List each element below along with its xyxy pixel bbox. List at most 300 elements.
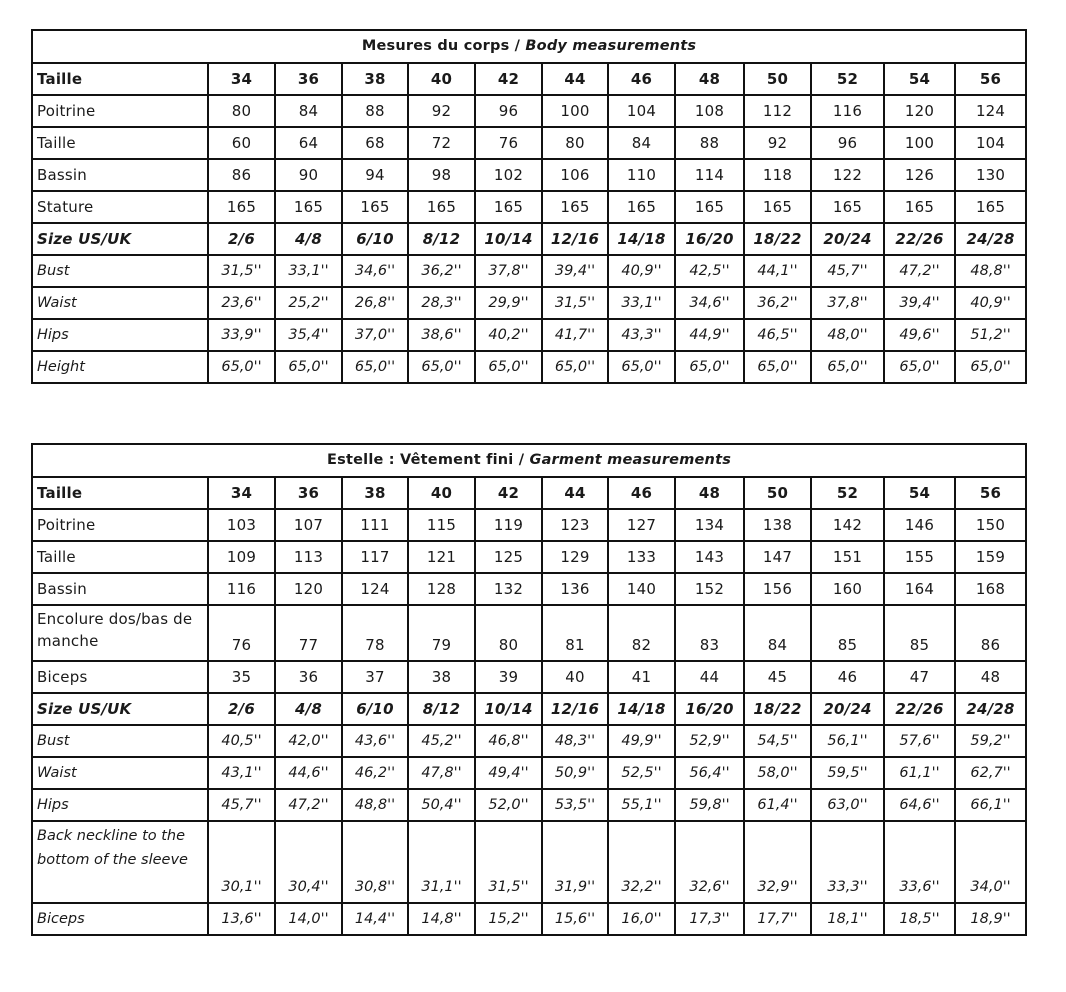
value-cell: 133 [608, 541, 675, 573]
value-cell: 50,9'' [542, 757, 608, 789]
value-cell: 64 [275, 127, 342, 159]
value-cell: 18,9'' [955, 903, 1026, 935]
value-cell: 132 [475, 573, 542, 605]
value-cell: 46,2'' [342, 757, 408, 789]
value-cell: 114 [675, 159, 744, 191]
value-cell: 17,3'' [675, 903, 744, 935]
value-cell: 40,9'' [955, 287, 1026, 319]
title-en: Garment measurements [529, 452, 732, 468]
value-cell: 40,5'' [208, 725, 275, 757]
value-cell: 164 [884, 573, 955, 605]
value-cell: 155 [884, 541, 955, 573]
value-cell: 98 [408, 159, 475, 191]
value-cell: 109 [208, 541, 275, 573]
size-header-cell: 50 [744, 63, 811, 95]
value-cell: 134 [675, 509, 744, 541]
value-cell: 165 [208, 191, 275, 223]
value-cell: 126 [884, 159, 955, 191]
value-cell: 140 [608, 573, 675, 605]
value-cell: 111 [342, 509, 408, 541]
value-cell: 84 [744, 605, 811, 661]
value-cell: 94 [342, 159, 408, 191]
row-label: Bust [32, 725, 208, 757]
value-cell: 31,5'' [475, 821, 542, 903]
row-label: Back neckline to the bottom of the sleeve [32, 821, 208, 903]
us-size-header-cell: 24/28 [955, 693, 1026, 725]
value-cell: 96 [475, 95, 542, 127]
row-label: Stature [32, 191, 208, 223]
value-cell: 80 [542, 127, 608, 159]
value-cell: 25,2'' [275, 287, 342, 319]
value-cell: 165 [744, 191, 811, 223]
row-label: Hips [32, 789, 208, 821]
value-cell: 40,9'' [608, 255, 675, 287]
row-label: Poitrine [32, 509, 208, 541]
value-cell: 41 [608, 661, 675, 693]
size-header-cell: 52 [811, 63, 884, 95]
row-label: Biceps [32, 903, 208, 935]
value-cell: 65,0'' [275, 351, 342, 383]
value-cell: 44 [675, 661, 744, 693]
value-cell: 92 [408, 95, 475, 127]
value-cell: 147 [744, 541, 811, 573]
value-cell: 65,0'' [608, 351, 675, 383]
table-row [32, 255, 1026, 287]
value-cell: 85 [884, 605, 955, 661]
value-cell: 65,0'' [955, 351, 1026, 383]
value-cell: 35 [208, 661, 275, 693]
size-header-cell: 52 [811, 477, 884, 509]
size-header-cell: 54 [884, 63, 955, 95]
value-cell: 52,0'' [475, 789, 542, 821]
value-cell: 44,1'' [744, 255, 811, 287]
value-cell: 47,2'' [275, 789, 342, 821]
us-size-header-row [32, 223, 1026, 255]
row-label: Height [32, 351, 208, 383]
value-cell: 78 [342, 605, 408, 661]
value-cell: 65,0'' [884, 351, 955, 383]
value-cell: 122 [811, 159, 884, 191]
value-cell: 165 [955, 191, 1026, 223]
value-cell: 76 [475, 127, 542, 159]
us-size-header-cell: 12/16 [542, 693, 608, 725]
value-cell: 68 [342, 127, 408, 159]
row-label: Size US/UK [32, 693, 208, 725]
value-cell: 63,0'' [811, 789, 884, 821]
table-row [32, 605, 1026, 661]
value-cell: 129 [542, 541, 608, 573]
value-cell: 44,6'' [275, 757, 342, 789]
value-cell: 17,7'' [744, 903, 811, 935]
us-size-header-cell: 14/18 [608, 223, 675, 255]
table-row [32, 821, 1026, 903]
us-size-header-cell: 8/12 [408, 223, 475, 255]
value-cell: 37,8'' [811, 287, 884, 319]
value-cell: 49,6'' [884, 319, 955, 351]
size-header-cell: 46 [608, 63, 675, 95]
table-row [32, 573, 1026, 605]
value-cell: 151 [811, 541, 884, 573]
value-cell: 124 [342, 573, 408, 605]
table-row [32, 319, 1026, 351]
us-size-header-cell: 8/12 [408, 693, 475, 725]
value-cell: 130 [955, 159, 1026, 191]
value-cell: 76 [208, 605, 275, 661]
value-cell: 29,9'' [475, 287, 542, 319]
value-cell: 48,3'' [542, 725, 608, 757]
value-cell: 52,9'' [675, 725, 744, 757]
value-cell: 123 [542, 509, 608, 541]
row-label: Size US/UK [32, 223, 208, 255]
value-cell: 43,3'' [608, 319, 675, 351]
value-cell: 48 [955, 661, 1026, 693]
row-label: Poitrine [32, 95, 208, 127]
value-cell: 46 [811, 661, 884, 693]
value-cell: 150 [955, 509, 1026, 541]
body-measurements-table [31, 29, 1027, 384]
value-cell: 104 [608, 95, 675, 127]
value-cell: 37 [342, 661, 408, 693]
value-cell: 128 [408, 573, 475, 605]
title-fr: Estelle : Vêtement fini / [327, 452, 530, 468]
value-cell: 113 [275, 541, 342, 573]
value-cell: 18,1'' [811, 903, 884, 935]
us-size-header-cell: 10/14 [475, 693, 542, 725]
value-cell: 31,9'' [542, 821, 608, 903]
us-size-header-cell: 10/14 [475, 223, 542, 255]
value-cell: 36,2'' [744, 287, 811, 319]
value-cell: 43,6'' [342, 725, 408, 757]
value-cell: 115 [408, 509, 475, 541]
value-cell: 120 [275, 573, 342, 605]
value-cell: 45,7'' [811, 255, 884, 287]
value-cell: 80 [208, 95, 275, 127]
us-size-header-cell: 22/26 [884, 693, 955, 725]
value-cell: 165 [342, 191, 408, 223]
value-cell: 48,0'' [811, 319, 884, 351]
title-fr: Mesures du corps / [361, 38, 526, 54]
table-row [32, 159, 1026, 191]
value-cell: 39,4'' [542, 255, 608, 287]
value-cell: 160 [811, 573, 884, 605]
value-cell: 39,4'' [884, 287, 955, 319]
table-row [32, 191, 1026, 223]
table-title [32, 30, 1026, 63]
value-cell: 168 [955, 573, 1026, 605]
value-cell: 33,1'' [608, 287, 675, 319]
us-size-header-cell: 16/20 [675, 693, 744, 725]
value-cell: 23,6'' [208, 287, 275, 319]
value-cell: 60 [208, 127, 275, 159]
value-cell: 61,4'' [744, 789, 811, 821]
value-cell: 90 [275, 159, 342, 191]
value-cell: 86 [208, 159, 275, 191]
value-cell: 40 [542, 661, 608, 693]
value-cell: 43,1'' [208, 757, 275, 789]
size-header-cell: 34 [208, 477, 275, 509]
table-row [32, 757, 1026, 789]
value-cell: 28,3'' [408, 287, 475, 319]
value-cell: 152 [675, 573, 744, 605]
value-cell: 138 [744, 509, 811, 541]
table-row [32, 903, 1026, 935]
table-row [32, 351, 1026, 383]
value-cell: 48,8'' [955, 255, 1026, 287]
value-cell: 146 [884, 509, 955, 541]
value-cell: 79 [408, 605, 475, 661]
value-cell: 165 [608, 191, 675, 223]
value-cell: 45,7'' [208, 789, 275, 821]
value-cell: 165 [675, 191, 744, 223]
value-cell: 52,5'' [608, 757, 675, 789]
value-cell: 86 [955, 605, 1026, 661]
size-header-cell: 48 [675, 477, 744, 509]
value-cell: 55,1'' [608, 789, 675, 821]
size-header-cell: 38 [342, 477, 408, 509]
value-cell: 81 [542, 605, 608, 661]
value-cell: 106 [542, 159, 608, 191]
table-row [32, 509, 1026, 541]
value-cell: 16,0'' [608, 903, 675, 935]
table-row [32, 127, 1026, 159]
value-cell: 165 [475, 191, 542, 223]
value-cell: 66,1'' [955, 789, 1026, 821]
value-cell: 30,4'' [275, 821, 342, 903]
value-cell: 26,8'' [342, 287, 408, 319]
value-cell: 100 [542, 95, 608, 127]
value-cell: 32,2'' [608, 821, 675, 903]
value-cell: 33,6'' [884, 821, 955, 903]
value-cell: 65,0'' [542, 351, 608, 383]
value-cell: 37,8'' [475, 255, 542, 287]
value-cell: 33,9'' [208, 319, 275, 351]
us-size-header-cell: 4/8 [275, 223, 342, 255]
value-cell: 14,4'' [342, 903, 408, 935]
value-cell: 102 [475, 159, 542, 191]
value-cell: 42,5'' [675, 255, 744, 287]
value-cell: 65,0'' [342, 351, 408, 383]
value-cell: 88 [342, 95, 408, 127]
value-cell: 85 [811, 605, 884, 661]
value-cell: 103 [208, 509, 275, 541]
value-cell: 56,1'' [811, 725, 884, 757]
value-cell: 121 [408, 541, 475, 573]
value-cell: 13,6'' [208, 903, 275, 935]
row-label: Waist [32, 287, 208, 319]
size-header-cell: 42 [475, 63, 542, 95]
value-cell: 77 [275, 605, 342, 661]
value-cell: 108 [675, 95, 744, 127]
value-cell: 65,0'' [208, 351, 275, 383]
value-cell: 30,1'' [208, 821, 275, 903]
value-cell: 136 [542, 573, 608, 605]
value-cell: 30,8'' [342, 821, 408, 903]
value-cell: 88 [675, 127, 744, 159]
value-cell: 15,2'' [475, 903, 542, 935]
value-cell: 46,8'' [475, 725, 542, 757]
row-label: Bassin [32, 159, 208, 191]
us-size-header-cell: 4/8 [275, 693, 342, 725]
value-cell: 50,4'' [408, 789, 475, 821]
value-cell: 65,0'' [408, 351, 475, 383]
size-header-cell: 38 [342, 63, 408, 95]
value-cell: 31,5'' [208, 255, 275, 287]
us-size-header-cell: 24/28 [955, 223, 1026, 255]
value-cell: 34,6'' [342, 255, 408, 287]
value-cell: 34,6'' [675, 287, 744, 319]
row-label: Bassin [32, 573, 208, 605]
value-cell: 143 [675, 541, 744, 573]
value-cell: 119 [475, 509, 542, 541]
value-cell: 159 [955, 541, 1026, 573]
value-cell: 96 [811, 127, 884, 159]
value-cell: 104 [955, 127, 1026, 159]
size-header-cell: 40 [408, 477, 475, 509]
value-cell: 31,5'' [542, 287, 608, 319]
value-cell: 57,6'' [884, 725, 955, 757]
size-header-cell: 48 [675, 63, 744, 95]
value-cell: 59,5'' [811, 757, 884, 789]
value-cell: 124 [955, 95, 1026, 127]
value-cell: 45 [744, 661, 811, 693]
value-cell: 33,3'' [811, 821, 884, 903]
value-cell: 35,4'' [275, 319, 342, 351]
value-cell: 56,4'' [675, 757, 744, 789]
value-cell: 42,0'' [275, 725, 342, 757]
table-title-row [32, 444, 1026, 477]
garment-measurements-table [31, 443, 1027, 936]
row-label: Bust [32, 255, 208, 287]
value-cell: 117 [342, 541, 408, 573]
us-size-header-cell: 16/20 [675, 223, 744, 255]
value-cell: 142 [811, 509, 884, 541]
value-cell: 54,5'' [744, 725, 811, 757]
size-header-cell: 36 [275, 63, 342, 95]
value-cell: 65,0'' [744, 351, 811, 383]
value-cell: 33,1'' [275, 255, 342, 287]
value-cell: 83 [675, 605, 744, 661]
value-cell: 46,5'' [744, 319, 811, 351]
value-cell: 47,2'' [884, 255, 955, 287]
size-header-cell: 44 [542, 477, 608, 509]
size-header-cell: 54 [884, 477, 955, 509]
size-header-cell: 34 [208, 63, 275, 95]
value-cell: 48,8'' [342, 789, 408, 821]
us-size-header-row [32, 693, 1026, 725]
value-cell: 165 [275, 191, 342, 223]
size-header-cell: 46 [608, 477, 675, 509]
row-label: Hips [32, 319, 208, 351]
size-header-cell: 40 [408, 63, 475, 95]
value-cell: 31,1'' [408, 821, 475, 903]
us-size-header-cell: 2/6 [208, 693, 275, 725]
us-size-header-cell: 6/10 [342, 223, 408, 255]
value-cell: 84 [608, 127, 675, 159]
value-cell: 58,0'' [744, 757, 811, 789]
value-cell: 51,2'' [955, 319, 1026, 351]
value-cell: 37,0'' [342, 319, 408, 351]
value-cell: 36 [275, 661, 342, 693]
size-header-row [32, 63, 1026, 95]
table-row [32, 95, 1026, 127]
value-cell: 127 [608, 509, 675, 541]
value-cell: 165 [408, 191, 475, 223]
value-cell: 72 [408, 127, 475, 159]
row-label: Taille [32, 127, 208, 159]
value-cell: 82 [608, 605, 675, 661]
value-cell: 47,8'' [408, 757, 475, 789]
value-cell: 165 [884, 191, 955, 223]
row-label: Taille [32, 477, 208, 509]
value-cell: 118 [744, 159, 811, 191]
value-cell: 32,9'' [744, 821, 811, 903]
size-header-cell: 42 [475, 477, 542, 509]
value-cell: 120 [884, 95, 955, 127]
value-cell: 84 [275, 95, 342, 127]
row-label: Taille [32, 63, 208, 95]
value-cell: 156 [744, 573, 811, 605]
value-cell: 165 [811, 191, 884, 223]
us-size-header-cell: 18/22 [744, 693, 811, 725]
us-size-header-cell: 20/24 [811, 693, 884, 725]
value-cell: 61,1'' [884, 757, 955, 789]
value-cell: 112 [744, 95, 811, 127]
size-header-cell: 36 [275, 477, 342, 509]
value-cell: 36,2'' [408, 255, 475, 287]
us-size-header-cell: 2/6 [208, 223, 275, 255]
value-cell: 14,0'' [275, 903, 342, 935]
size-header-cell: 44 [542, 63, 608, 95]
title-en: Body measurements [525, 38, 697, 54]
value-cell: 65,0'' [675, 351, 744, 383]
table-title [32, 444, 1026, 477]
value-cell: 64,6'' [884, 789, 955, 821]
value-cell: 38,6'' [408, 319, 475, 351]
value-cell: 65,0'' [811, 351, 884, 383]
us-size-header-cell: 22/26 [884, 223, 955, 255]
value-cell: 125 [475, 541, 542, 573]
table-row [32, 661, 1026, 693]
value-cell: 59,8'' [675, 789, 744, 821]
row-label: Taille [32, 541, 208, 573]
value-cell: 41,7'' [542, 319, 608, 351]
size-header-cell: 56 [955, 63, 1026, 95]
value-cell: 100 [884, 127, 955, 159]
value-cell: 38 [408, 661, 475, 693]
value-cell: 110 [608, 159, 675, 191]
value-cell: 53,5'' [542, 789, 608, 821]
value-cell: 18,5'' [884, 903, 955, 935]
value-cell: 34,0'' [955, 821, 1026, 903]
value-cell: 92 [744, 127, 811, 159]
us-size-header-cell: 12/16 [542, 223, 608, 255]
table-row [32, 541, 1026, 573]
value-cell: 116 [811, 95, 884, 127]
value-cell: 32,6'' [675, 821, 744, 903]
value-cell: 49,9'' [608, 725, 675, 757]
us-size-header-cell: 20/24 [811, 223, 884, 255]
value-cell: 59,2'' [955, 725, 1026, 757]
size-header-cell: 50 [744, 477, 811, 509]
value-cell: 47 [884, 661, 955, 693]
table-row [32, 725, 1026, 757]
us-size-header-cell: 14/18 [608, 693, 675, 725]
table-title-row [32, 30, 1026, 63]
us-size-header-cell: 18/22 [744, 223, 811, 255]
value-cell: 49,4'' [475, 757, 542, 789]
table-row [32, 789, 1026, 821]
value-cell: 65,0'' [475, 351, 542, 383]
